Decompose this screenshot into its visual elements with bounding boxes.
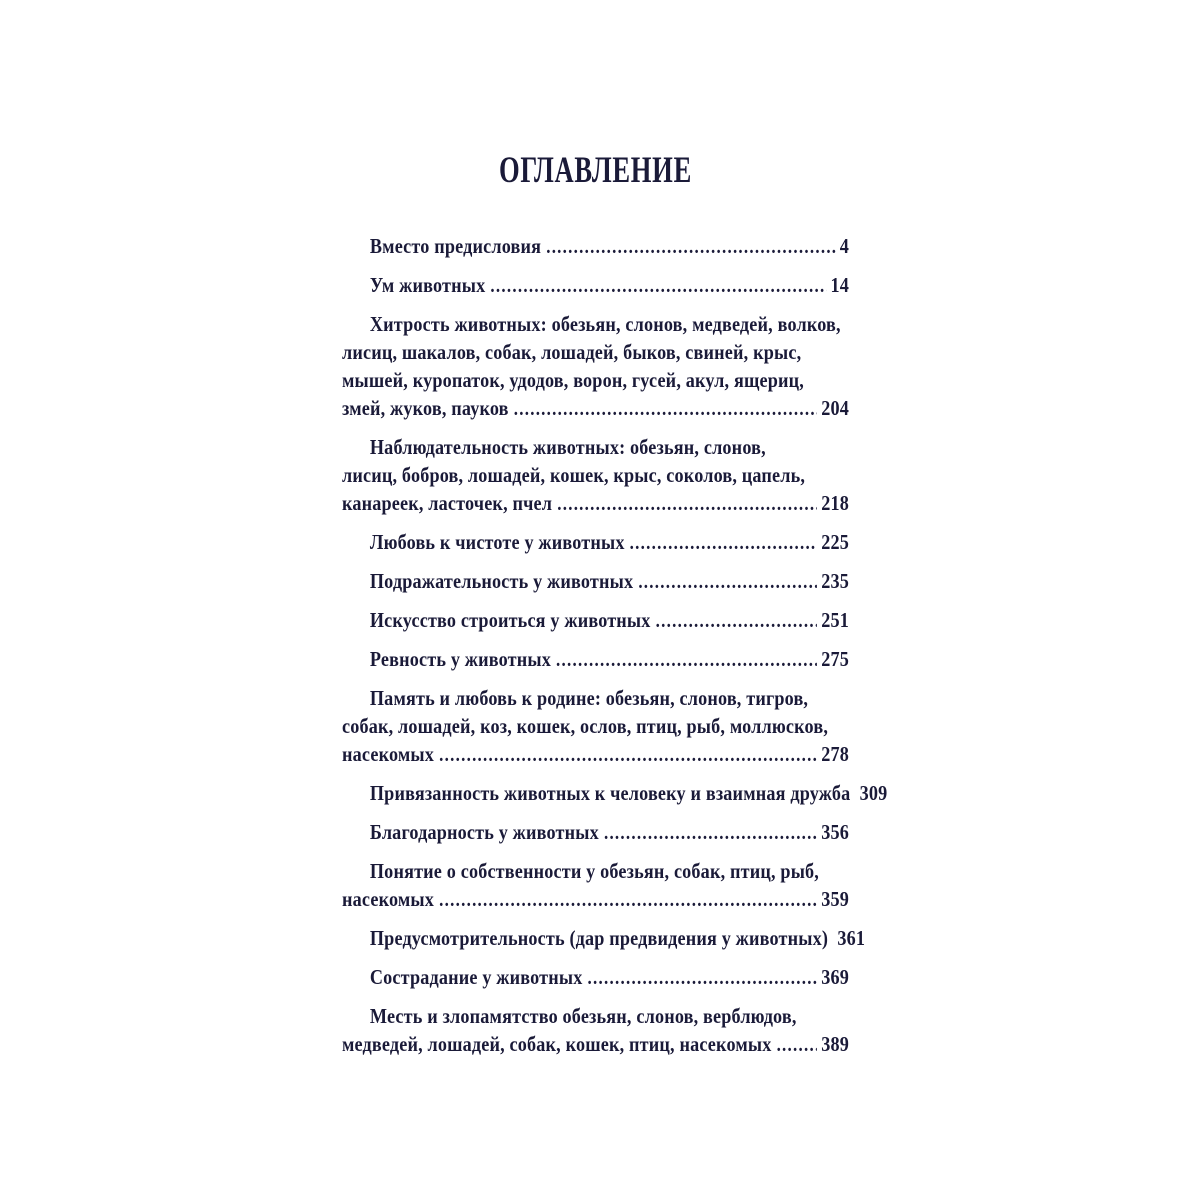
toc-entry (342, 963, 849, 992)
dot-leader (490, 271, 826, 300)
toc-entry-text: насекомых (342, 742, 435, 766)
toc-entry (342, 567, 849, 596)
toc-entry-text: Ум животных (369, 273, 486, 297)
toc-entry-line: Наблюдательность животных: обезьян, слонов, (369, 435, 766, 459)
toc-entry-text: Ревность у животных (369, 647, 551, 671)
toc-entry-line (342, 645, 849, 674)
toc-entry-line: Память и любовь к родине: обезьян, слонов, тигров, (369, 686, 809, 710)
toc-entry (342, 271, 849, 300)
toc-entry-line (342, 271, 849, 300)
dot-leader (557, 489, 817, 518)
toc-list (342, 232, 888, 1059)
toc-entry-text: Сострадание у животных (369, 965, 583, 989)
dot-leader (604, 818, 817, 847)
dot-leader (777, 1030, 817, 1059)
toc-entry-text: Искусство строиться у животных (369, 608, 651, 632)
toc-entry-line (342, 528, 849, 557)
toc-entry-text: Подражательность у животных (369, 569, 634, 593)
dot-leader (439, 740, 817, 769)
toc-entry-line (342, 779, 888, 808)
toc-entry-line (342, 606, 849, 635)
toc-content (342, 150, 888, 1069)
toc-entry-text: Благодарность у животных (369, 820, 599, 844)
toc-entry-text: Предусмотрительность (дар предвидения у животных) (369, 926, 829, 950)
dot-leader (638, 567, 817, 596)
page-title: ОГЛАВЛЕНИЕ (498, 150, 693, 191)
toc-entry (342, 1002, 849, 1059)
toc-page-number: 4 (839, 234, 849, 258)
toc-page-number: 14 (830, 273, 849, 297)
toc-page-number: 275 (821, 647, 849, 671)
dot-leader (556, 645, 817, 674)
toc-entry-line (342, 963, 849, 992)
dot-leader (514, 394, 817, 423)
toc-entry-line: лисиц, бобров, лошадей, кошек, крыс, соколов, цапель, (342, 463, 806, 487)
toc-entry-text: медведей, лошадей, собак, кошек, птиц, насекомых (342, 1032, 772, 1056)
dot-leader (439, 885, 817, 914)
toc-entry-text: канареек, ласточек, пчел (342, 491, 553, 515)
toc-entry-line (342, 232, 849, 261)
toc-page-number: 359 (821, 887, 849, 911)
toc-entry (342, 310, 849, 423)
toc-entry (342, 684, 849, 769)
toc-entry (342, 924, 866, 953)
toc-entry-line (342, 489, 849, 518)
toc-entry-line (342, 1030, 849, 1059)
toc-entry-line (342, 924, 866, 953)
toc-page-number: 361 (837, 926, 866, 950)
toc-entry (342, 645, 849, 674)
toc-page-number: 218 (821, 491, 849, 515)
toc-entry-text: Привязанность животных к человеку и взаимная дружба (369, 781, 851, 805)
toc-page-number: 356 (821, 820, 849, 844)
toc-entry-text: Вместо предисловия (369, 234, 542, 258)
toc-page-number: 225 (821, 530, 849, 554)
toc-page-number: 251 (821, 608, 849, 632)
toc-page-number: 389 (821, 1032, 849, 1056)
toc-entry-text: Любовь к чистоте у животных (369, 530, 625, 554)
dot-leader (656, 606, 817, 635)
toc-page-number: 235 (821, 569, 849, 593)
toc-entry-line: Хитрость животных: обезьян, слонов, медведей, волков, (369, 312, 841, 336)
toc-entry (342, 433, 849, 518)
dot-leader (546, 232, 835, 261)
toc-page-number: 369 (821, 965, 849, 989)
toc-entry (342, 232, 849, 261)
toc-entry-line: лисиц, шакалов, собак, лошадей, быков, свиней, крыс, (342, 340, 802, 364)
toc-entry (342, 528, 849, 557)
toc-entry (342, 779, 888, 808)
toc-entry-line (342, 567, 849, 596)
toc-entry (342, 606, 849, 635)
dot-leader (588, 963, 817, 992)
toc-page-number: 278 (821, 742, 849, 766)
toc-entry-line: собак, лошадей, коз, кошек, ослов, птиц, рыб, моллюсков, (342, 714, 829, 738)
toc-entry-text: змей, жуков, пауков (342, 396, 509, 420)
toc-entry (342, 818, 849, 847)
toc-entry-line: мышей, куропаток, удодов, ворон, гусей, акул, ящериц, (342, 368, 804, 392)
toc-entry-line: Понятие о собственности у обезьян, собак, птиц, рыб, (369, 859, 820, 883)
toc-entry-line (342, 818, 849, 847)
toc-page-number: 309 (859, 781, 888, 805)
toc-entry-line (342, 394, 849, 423)
toc-entry-line: Месть и злопамятство обезьян, слонов, верблюдов, (369, 1004, 797, 1028)
toc-entry (342, 857, 849, 914)
toc-entry-line (342, 885, 849, 914)
dot-leader (630, 528, 817, 557)
toc-entry-line (342, 740, 849, 769)
toc-page-number: 204 (821, 396, 849, 420)
toc-entry-text: насекомых (342, 887, 435, 911)
